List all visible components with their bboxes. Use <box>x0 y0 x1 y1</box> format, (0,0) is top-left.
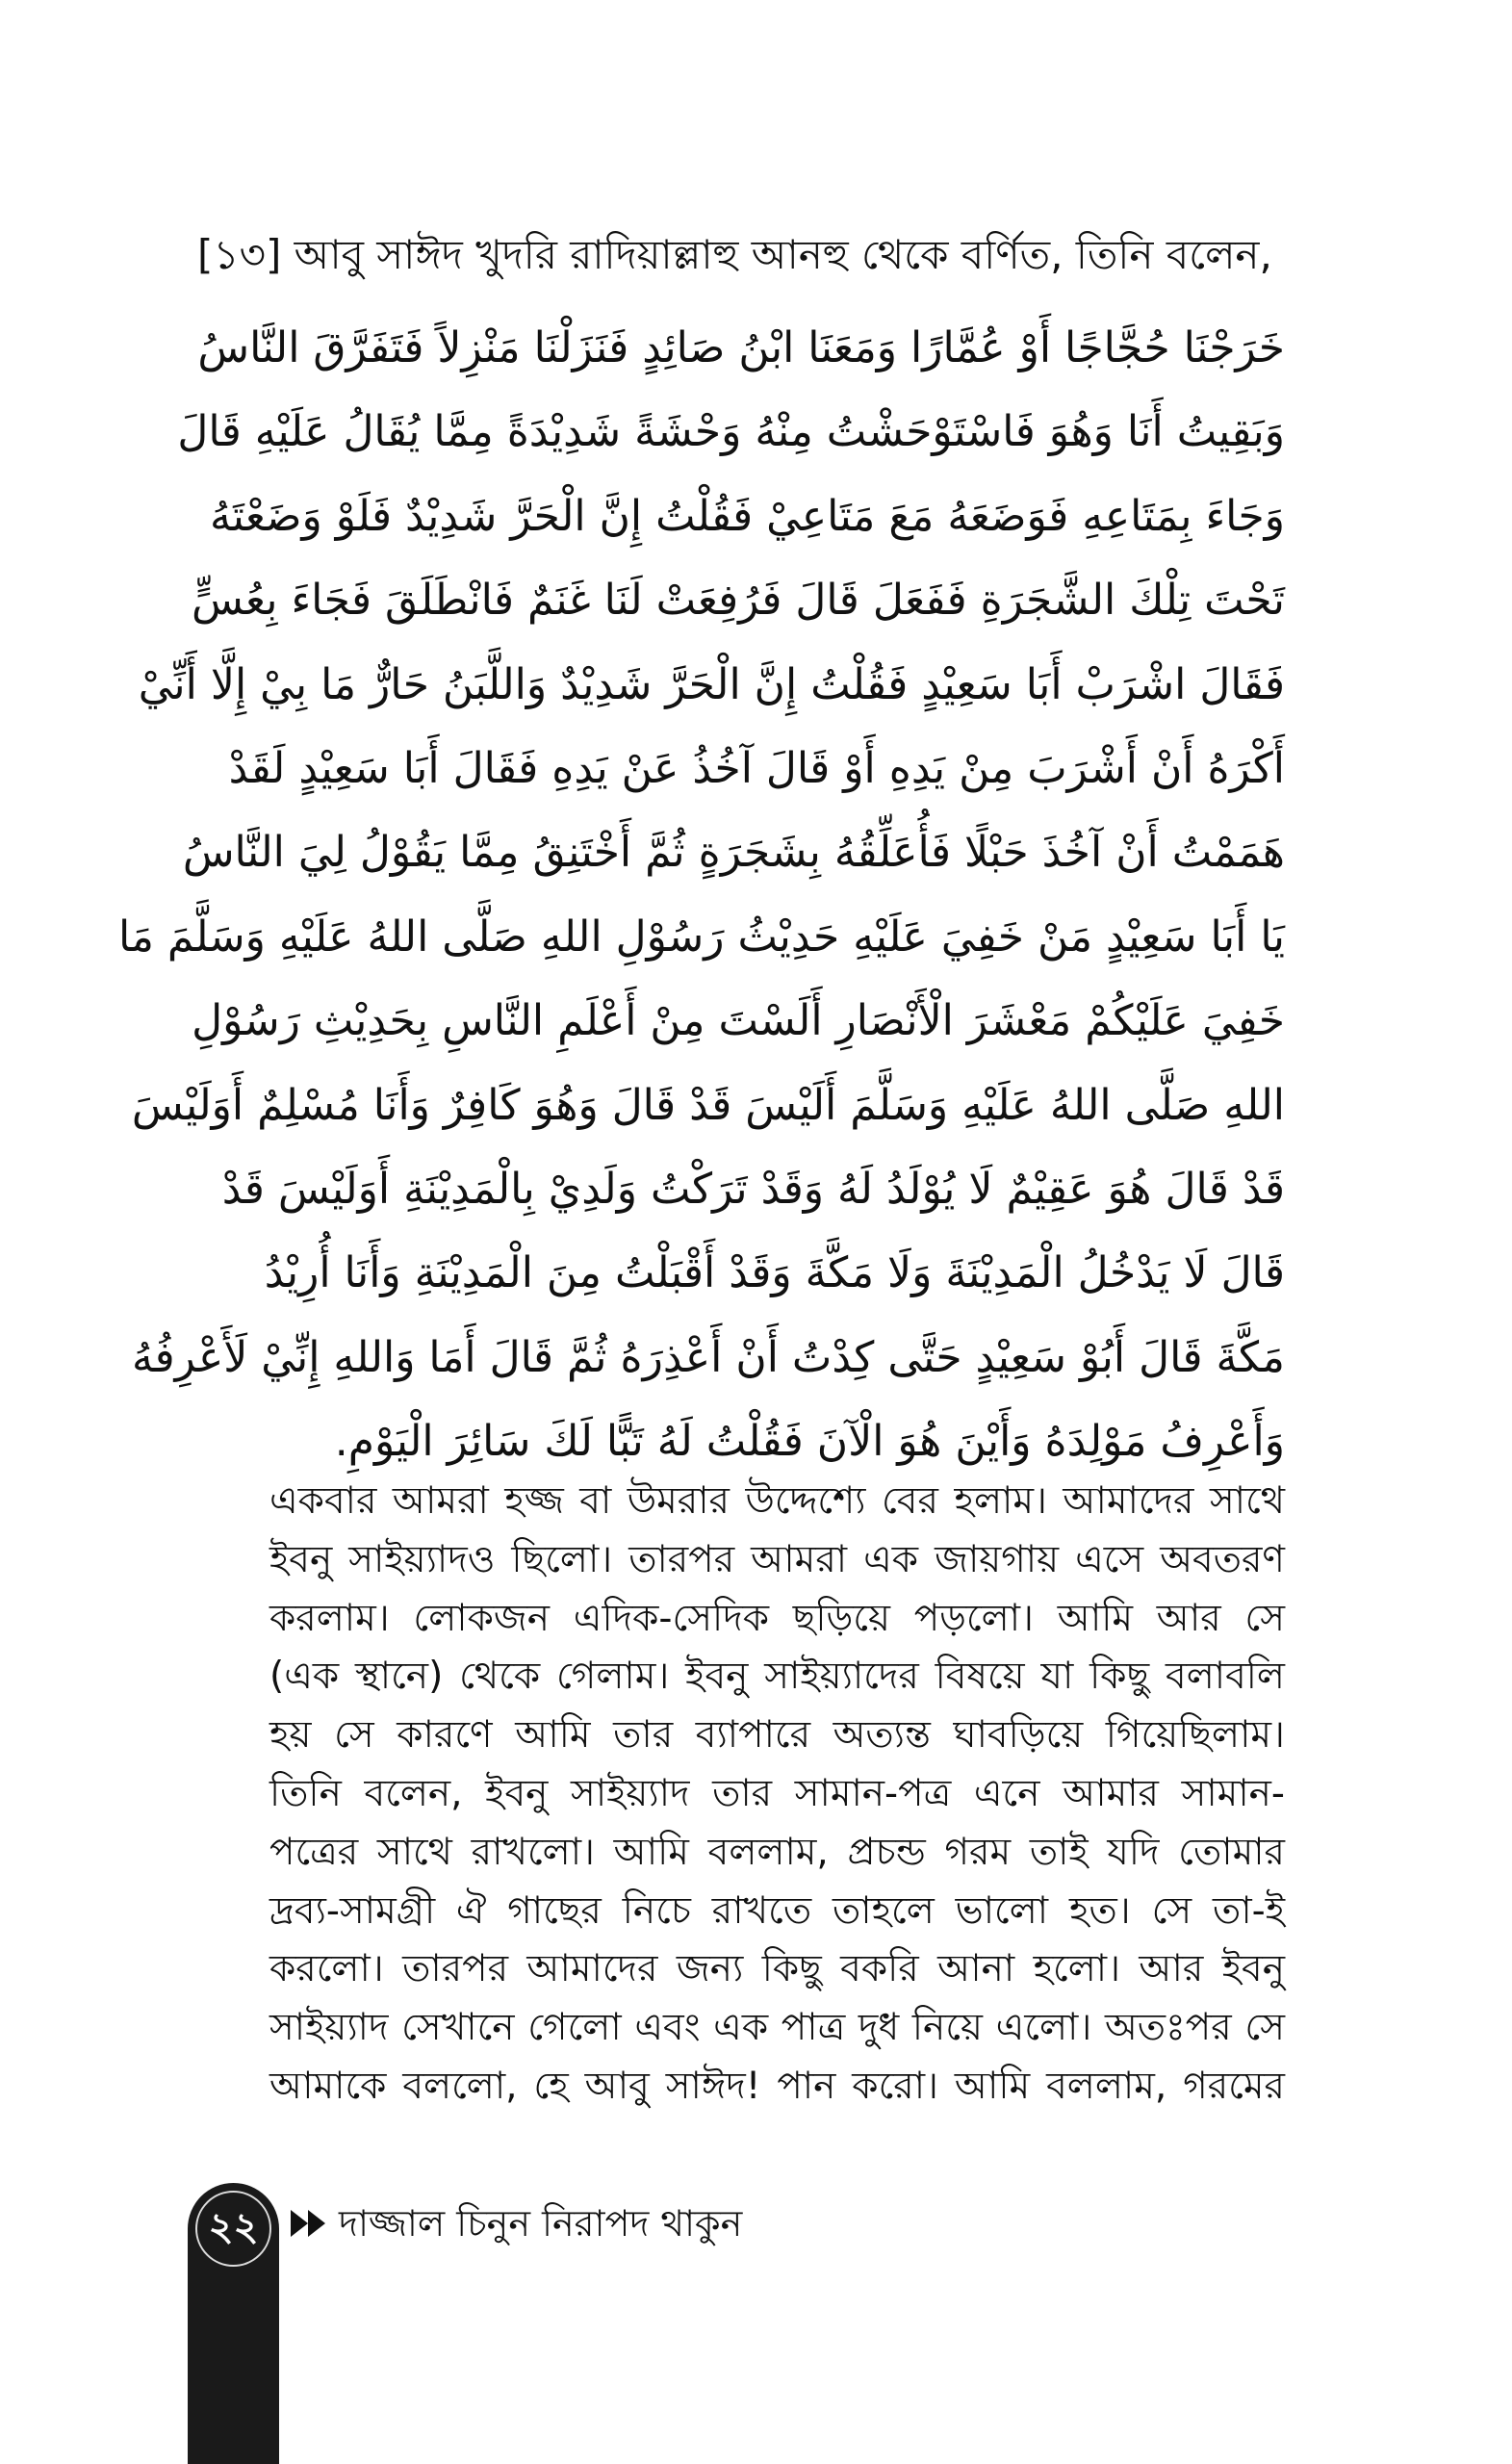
arabic-line: اللهِ صَلَّى اللهُ عَلَيْهِ وَسَلَّمَ أَلَيْسَ قَدْ قَالَ وَهُوَ كَافِرٌ وَأَنَا مُسْلِمٌ أَوَلَيْسَ <box>131 1080 1285 1130</box>
arabic-line: أَكْرَهُ أَنْ أَشْرَبَ مِنْ يَدِهِ أَوْ قَالَ آخُذُ عَنْ يَدِهِ فَقَالَ أَبَا سَعِيْدٍ لَقَدْ <box>228 743 1285 793</box>
arabic-line: مَكَّةَ قَالَ أَبُوْ سَعِيْدٍ حَتَّى كِدْتُ أَنْ أَعْذِرَهُ ثُمَّ قَالَ أَمَا وَاللهِ إِنِّيْ لَأَعْرِفُهُ <box>132 1332 1285 1382</box>
translation-line: একবার আমরা হজ্জ বা উমরার উদ্দেশ্যে বের হলাম। আমাদের সাথে <box>269 1479 1285 1523</box>
translation-line: সাইয়্যাদ সেখানে গেলো এবং এক পাত্র দুধ নিয়ে এলো। অতঃপর সে <box>269 2006 1285 2050</box>
arabic-line: وَبَقِيتُ أَنَا وَهُوَ فَاسْتَوْحَشْتُ مِنْهُ وَحْشَةً شَدِيْدَةً مِمَّا يُقَالُ عَلَيْهِ قَالَ <box>177 407 1285 457</box>
translation-paragraph <box>269 1473 1285 2117</box>
hadith-heading: [১৩] আবু সাঈদ খুদরি রাদিয়াল্লাহু আনহু থেকে বর্ণিত, তিনি বলেন, <box>197 231 1272 278</box>
arabic-text-block <box>117 306 1285 1483</box>
arabic-line: خَفِيَ عَلَيْكُمْ مَعْشَرَ الْأَنْصَارِ أَلَسْتَ مِنْ أَعْلَمِ النَّاسِ بِحَدِيْثِ رَسُوْلِ <box>192 996 1285 1046</box>
translation-line: আমাকে বললো, হে আবু সাঈদ! পান করো। আমি বললাম, গরমের <box>269 2064 1285 2108</box>
page-number: ২২ <box>208 2205 259 2249</box>
arabic-line: تَحْتَ تِلْكَ الشَّجَرَةِ فَفَعَلَ قَالَ فَرُفِعَتْ لَنَا غَنَمٌ فَانْطَلَقَ فَجَاءَ بِعُسٍّ <box>191 576 1285 626</box>
arabic-line: يَا أَبَا سَعِيْدٍ مَنْ خَفِيَ عَلَيْهِ حَدِيْثُ رَسُوْلِ اللهِ صَلَّى اللهُ عَلَيْهِ وَسَلَّمَ مَا <box>117 911 1285 962</box>
arabic-line: وَأَعْرِفُ مَوْلِدَهُ وَأَيْنَ هُوَ الْآنَ فَقُلْتُ لَهُ تَبًّا لَكَ سَائِرَ الْيَوْمِ. <box>334 1417 1285 1467</box>
translation-line: দ্রব্য-সামগ্রী ঐ গাছের নিচে রাখতে তাহলে ভালো হত। সে তা-ই <box>269 1888 1285 1933</box>
arabic-line: هَمَمْتُ أَنْ آخُذَ حَبْلًا فَأُعَلِّقُهُ بِشَجَرَةٍ ثُمَّ أَخْتَنِقُ مِمَّا يَقُوْلُ لِيَ النَّاسُ <box>182 828 1285 878</box>
translation-line: (এক স্থানে) থেকে গেলাম। ইবনু সাইয়্যাদের বিষয়ে যা কিছু বলাবলি <box>269 1655 1285 1699</box>
translation-line: হয় সে কারণে আমি তার ব্যাপারে অত্যন্ত ঘাবড়িয়ে গিয়েছিলাম। <box>269 1713 1285 1758</box>
double-play-arrow-icon <box>289 2204 329 2243</box>
translation-line: তিনি বলেন, ইবনু সাইয়্যাদ তার সামান-পত্র এনে আমার সামান- <box>269 1771 1285 1815</box>
translation-line: পত্রের সাথে রাখলো। আমি বললাম, প্রচন্ড গরম তাই যদি তোমার <box>269 1830 1285 1874</box>
running-book-title: দাজ্জাল চিনুন নিরাপদ থাকুন <box>339 2202 743 2245</box>
arabic-line: خَرَجْنَا حُجَّاجًا أَوْ عُمَّارًا وَمَعَنَا ابْنُ صَائِدٍ فَنَزَلْنَا مَنْزِلاً فَتَفَرَّقَ النَّاسُ <box>197 323 1285 372</box>
arabic-line: قَدْ قَالَ هُوَ عَقِيْمٌ لَا يُوْلَدُ لَهُ وَقَدْ تَرَكْتُ وَلَدِيْ بِالْمَدِيْنَةِ أَوَلَيْسَ قَدْ <box>221 1164 1285 1214</box>
arabic-line: فَقَالَ اشْرَبْ أَبَا سَعِيْدٍ فَقُلْتُ إِنَّ الْحَرَّ شَدِيْدٌ وَاللَّبَنُ حَارٌّ مَا بِيْ إِلَّا أَنِّيْ <box>138 659 1285 709</box>
arabic-line: وَجَاءَ بِمَتَاعِهِ فَوَضَعَهُ مَعَ مَتَاعِيْ فَقُلْتُ إِنَّ الْحَرَّ شَدِيْدٌ فَلَوْ وَضَعْتَهُ <box>210 491 1285 541</box>
translation-line: করলাম। লোকজন এদিক-সেদিক ছড়িয়ে পড়লো। আমি আর সে <box>269 1596 1285 1640</box>
arabic-line: قَالَ لَا يَدْخُلُ الْمَدِيْنَةَ وَلَا مَكَّةَ وَقَدْ أَقْبَلْتُ مِنَ الْمَدِيْنَةِ وَأَنَا أُرِيْدُ <box>264 1248 1285 1298</box>
translation-line: ইবনু সাইয়্যাদও ছিলো। তারপর আমরা এক জায়গায় এসে অবতরণ <box>269 1537 1285 1581</box>
translation-line: করলো। তারপর আমাদের জন্য কিছু বকরি আনা হলো। আর ইবনু <box>269 1947 1285 1991</box>
